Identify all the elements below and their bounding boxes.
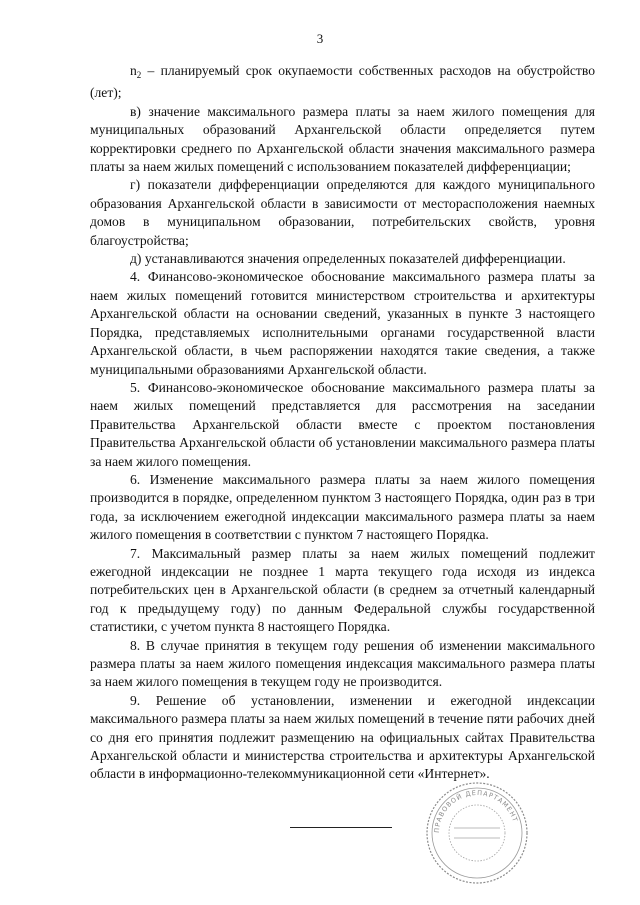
paragraph-7: 7. Максимальный размер платы за наем жилых помещений подлежит ежегодной индексации не позднее 1 марта текущего года исходя из индекса потребительских цен в Архангельской области (в среднем за отчетный календарный год к предыдущему году) по данным Федеральной службы государственной статистики, с учетом пункта 8 настоящего Порядка. bbox=[90, 545, 595, 635]
official-seal-stamp bbox=[424, 780, 530, 886]
paragraph-item-d: д) устанавливаются значения определенных показателей дифференциации. bbox=[130, 251, 566, 267]
paragraph-item-g: г) показатели дифференциации определяются для каждого муниципального образования Архангельской области в зависимости от месторасположения наемных домов в муниципальном образовании, потребительских свойств, уровня благоустройства; bbox=[90, 177, 595, 248]
seal-text: ПРАВОВОЙ ДЕПАРТАМЕНТ bbox=[432, 788, 520, 834]
paragraph-6: 6. Изменение максимального размера платы за наем жилого помещения производится в порядке, определенном пунктом 3 настоящего Порядка, один раз в три года, за исключением ежегодной индексации максимального размера платы за наем жилого помещения в соответствии с пунктом 7 настоящего Порядка. bbox=[90, 471, 595, 543]
paragraph-9: 9. Решение об установлении, изменении и ежегодной индексации максимального размера платы за наем жилых помещений в течение пяти рабочих дней со дня его принятия подлежит размещению на официальных сайтах Правительства Архангельской области и министерства строительства и архитектуры Архангельской области в информационно-телекоммуникационной сети «Интернет». bbox=[90, 692, 595, 782]
document-body bbox=[90, 62, 595, 784]
paragraph-4: 4. Финансово-экономическое обоснование максимального размера платы за наем жилых помещений готовится министерством строительства и архитектуры Архангельской области на основании сведений, указанных в пункте 3 настоящего Порядка, представляемых исполнительными органами государственной власти Архангельской области, в чьем распоряжении находятся такие сведения, а также муниципальными образованиями Архангельской области. bbox=[90, 269, 595, 377]
signature-line bbox=[290, 827, 392, 828]
paragraph-item-v: в) значение максимального размера платы за наем жилого помещения для муниципальных образований Архангельской области определяется путем корректировки среднего по Архангельской области значения максимального размера платы за наем жилых помещений с использованием показателей дифференциации; bbox=[90, 103, 595, 175]
variable-n: n bbox=[130, 63, 137, 78]
svg-text:ПРАВОВОЙ ДЕПАРТАМЕНТ bbox=[433, 789, 519, 833]
paragraph-5: 5. Финансово-экономическое обоснование максимального размера платы за наем жилых помещений представляется для рассмотрения на заседании Правительства Архангельской области вместе с проектом постановления Правительства Архангельской области об установлении максимального размера платы за наем жилого помещения. bbox=[90, 379, 595, 469]
page-number: 3 bbox=[316, 31, 324, 46]
definition-text: – планируемый срок окупаемости собственных расходов на обустройство (лет); bbox=[90, 63, 595, 101]
variable-subscript: 2 bbox=[136, 70, 142, 80]
paragraph-8: 8. В случае принятия в текущем году решения об изменении максимального размера платы за наем жилого помещения индексация максимального размера платы за наем жилого помещения в текущем году не производится. bbox=[90, 637, 595, 690]
paragraph-n2-definition bbox=[90, 62, 595, 103]
